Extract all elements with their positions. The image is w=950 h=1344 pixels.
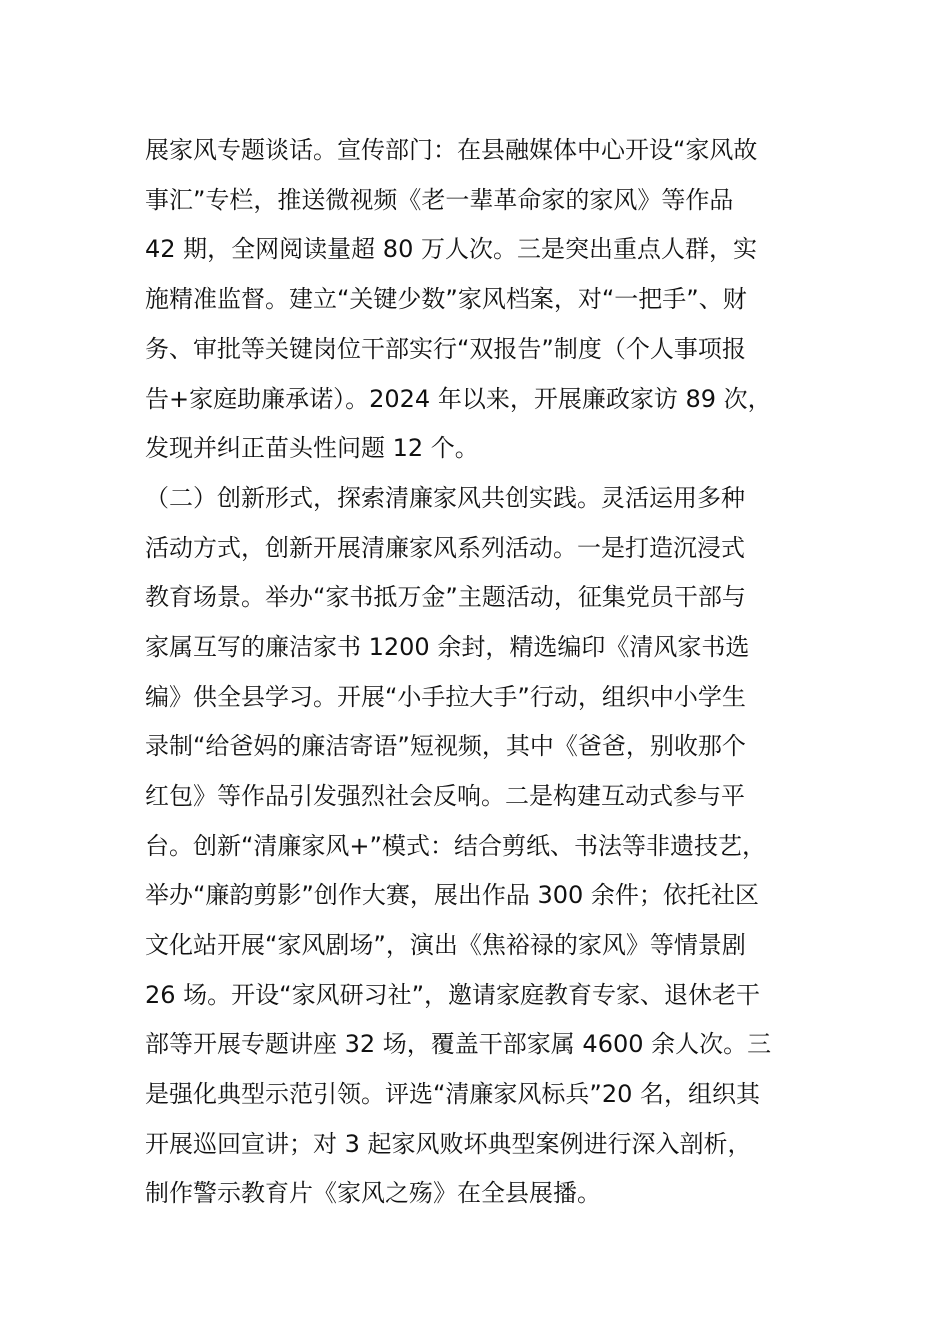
text-line: 事汇”专栏，推送微视频《老一辈革命家的家风》等作品 (145, 186, 734, 214)
text-line: 开展巡回宣讲；对 3 起家风败坏典型案例进行深入剖析， (145, 1130, 752, 1158)
text-line: 举办“廉韵剪影”创作大赛，展出作品 300 余件；依托社区 (145, 881, 759, 909)
text-line: 教育场景。举办“家书抵万金”主题活动，征集党员干部与 (145, 583, 746, 611)
text-line: 录制“给爸妈的廉洁寄语”短视频，其中《爸爸，别收那个 (145, 732, 746, 760)
text-line: 施精准监督。建立“关键少数”家风档案，对“一把手”、财 (145, 285, 747, 313)
text-line: 部等开展专题讲座 32 场，覆盖干部家属 4600 余人次。三 (145, 1030, 772, 1058)
text-line: 活动方式，创新开展清廉家风系列活动。一是打造沉浸式 (145, 534, 745, 562)
text-line: 制作警示教育片《家风之殇》在全县展播。 (145, 1179, 601, 1207)
text-line: 务、审批等关键岗位干部实行“双报告”制度（个人事项报 (145, 335, 746, 363)
text-line: 文化站开展“家风剧场”，演出《焦裕禄的家风》等情景剧 (145, 931, 746, 959)
text-line: 发现并纠正苗头性问题 12 个。 (145, 434, 479, 462)
text-line: 告+家庭助廉承诺）。2024 年以来，开展廉政家访 89 次， (145, 385, 772, 413)
text-line: 红包》等作品引发强烈社会反响。二是构建互动式参与平 (145, 782, 745, 810)
text-line: 26 场。开设“家风研习社”，邀请家庭教育专家、退休老干 (145, 981, 761, 1009)
text-line: 编》供全县学习。开展“小手拉大手”行动，组织中小学生 (145, 683, 746, 711)
text-line: 家属互写的廉洁家书 1200 余封，精选编印《清风家书选 (145, 633, 750, 661)
text-line: 42 期，全网阅读量超 80 万人次。三是突出重点人群，实 (145, 235, 757, 263)
text-line: 展家风专题谈话。宣传部门：在县融媒体中心开设“家风故 (145, 136, 758, 164)
section-heading-line: （二）创新形式，探索清廉家风共创实践。灵活运用多种 (145, 484, 745, 512)
text-line: 台。创新“清廉家风+”模式：结合剪纸、书法等非遗技艺， (145, 832, 766, 860)
text-line: 是强化典型示范引领。评选“清廉家风标兵”20 名，组织其 (145, 1080, 761, 1108)
